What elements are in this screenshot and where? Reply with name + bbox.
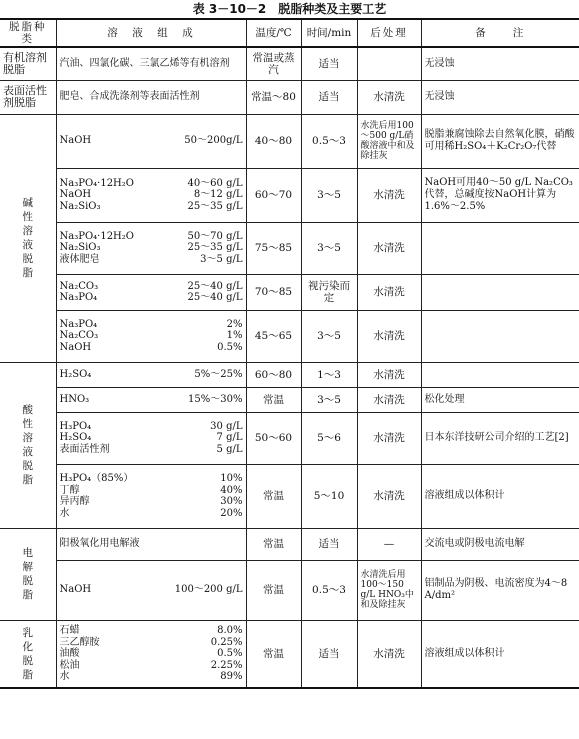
component-name: 阳极氧化用电解液 [59,538,140,550]
component-name: 汽油、四氯化碳、三氯乙烯等有机溶剂 [59,58,230,69]
component-name: Na₃PO₄·12H₂O [59,230,134,242]
component-amount: 25～40 g/L [187,292,243,303]
table-row [0,387,579,412]
component-amount: 2% [226,318,243,330]
post-treatment-cell: 水清洗 [357,310,421,362]
composition-cell [56,362,246,387]
component-name: 油酸 [59,648,80,659]
header-category: 脱脂种类 [0,19,56,47]
remarks-cell: 溶液组成以体积计 [421,464,579,528]
component-amount: 40～60 g/L [187,177,243,189]
component-name: Na₃PO₄·12H₂O [59,177,134,189]
time-cell: 3～5 [301,168,357,222]
time-cell: 适当 [301,47,357,80]
composition-cell [56,80,246,114]
component-amount: 40% [220,484,243,496]
category-char: 脱 [22,654,33,667]
time-cell: 视污染而定 [301,274,357,310]
composition-line [60,394,243,406]
post-treatment-cell: 水洗后用100～500 g/L硝酸溶液中和及除挂灰 [357,114,421,168]
category-char: 电 [22,547,33,559]
category-char: 解 [22,561,33,573]
category-cell: 表面活性剂脱脂 [0,80,56,114]
component-name: NaOH [59,135,92,147]
component-name: NaOH [59,584,92,596]
component-name: 水 [59,671,70,682]
table-row [0,310,579,362]
component-name: 液体肥皂 [59,253,100,265]
component-name: 肥皂、合成洗涤剂等表面活性剂 [59,91,200,103]
temperature-cell: 常温 [246,387,301,412]
temperature-cell: 40～80 [246,114,301,168]
post-treatment-cell: 水清洗后用100～150 g/L HNO₃中和及除挂灰 [357,560,421,620]
temperature-cell: 45～65 [246,310,301,362]
composition-cell [56,464,246,528]
component-name: 松油 [59,659,80,671]
component-amount: 25～35 g/L [187,242,243,254]
table-row [0,464,579,528]
composition-line [60,538,243,550]
composition-line [60,189,243,201]
header-composition: 溶 液 组 成 [56,19,246,47]
component-name: Na₂SiO₃ [59,200,101,212]
table-row [0,274,579,310]
component-amount: 3～5 g/L [200,253,243,265]
category-char: 脂 [22,474,33,486]
temperature-cell: 常温 [246,560,301,620]
composition-line [60,319,243,331]
category-char: 性 [22,418,33,430]
remarks-cell: 日本东洋技研公司介绍的工艺[2] [421,412,579,464]
category-cell: 有机溶剂脱脂 [0,47,56,80]
composition-line [60,496,243,508]
post-treatment-cell: 水清洗 [357,168,421,222]
table-row [0,47,579,80]
post-treatment-cell: 水清洗 [357,620,421,688]
component-name: HNO₃ [59,393,90,405]
header-temperature: 温度/℃ [246,19,301,47]
remarks-cell: 无浸蚀 [421,47,579,80]
time-cell: 5～10 [301,464,357,528]
table-row [0,560,579,620]
table-header-row [0,19,579,47]
composition-cell [56,47,246,80]
component-amount: 0.5% [217,341,243,353]
category-char: 液 [22,446,33,458]
component-amount: 25～40 g/L [187,280,243,292]
composition-line [60,648,243,660]
composition-line [60,58,243,70]
category-char: 脂 [22,589,33,601]
component-name: H₂SO₄ [59,368,92,380]
post-treatment-cell: 水清洗 [357,222,421,274]
category-char: 化 [22,640,33,653]
component-amount: 89% [220,671,243,682]
remarks-cell: 铝制品为阴极、电流密度为4～8 A/dm² [421,560,579,620]
component-amount: 20% [220,507,243,519]
temperature-cell: 常温 [246,528,301,560]
category-cell [0,362,56,528]
component-amount: 2.25% [210,659,243,671]
composition-line [60,432,243,444]
component-name: 三乙醇胺 [59,636,100,648]
remarks-cell: 无浸蚀 [421,80,579,114]
category-char: 脂 [22,668,33,681]
composition-line [60,201,243,213]
component-name: Na₂CO₃ [59,280,99,292]
composition-line [60,231,243,243]
category-char: 溶 [22,225,33,237]
component-amount: 8～12 g/L [193,189,243,201]
component-amount: 10% [220,473,243,484]
table-row [0,80,579,114]
post-treatment-cell: 水清洗 [357,464,421,528]
composition-cell [56,560,246,620]
component-name: 石蜡 [59,625,80,636]
header-remarks: 备 注 [421,19,579,47]
component-name: 水 [59,507,70,519]
table-title: 表 3－10－2 脱脂种类及主要工艺 [192,2,387,16]
composition-cell [56,620,246,688]
post-treatment-cell [357,47,421,80]
time-cell: 0.5～3 [301,114,357,168]
component-name: H₃PO₄ [59,420,92,432]
component-name: NaOH [59,189,92,201]
composition-line [60,508,243,520]
component-name: Na₂SiO₃ [59,242,101,254]
category-cell [0,114,56,362]
component-name: 表面活性剂 [59,443,110,455]
component-name: H₂SO₄ [59,432,92,444]
post-treatment-cell: 水清洗 [357,362,421,387]
remarks-cell: 交流电或阴极电流电解 [421,528,579,560]
component-amount: 0.25% [210,636,243,648]
time-cell: 0.5～3 [301,560,357,620]
time-cell: 适当 [301,528,357,560]
component-amount: 25～35 g/L [187,200,243,212]
component-name: 丁醇 [59,484,80,496]
composition-line [60,660,243,672]
category-char: 脱 [22,253,33,265]
category-char: 乳 [22,626,33,639]
remarks-cell [421,222,579,274]
composition-cell [56,222,246,274]
component-amount: 30% [220,496,243,507]
component-amount: 30 g/L [210,420,243,432]
category-char: 脱 [22,460,33,472]
composition-line [60,421,243,433]
composition-line [60,473,243,485]
category-char: 溶 [22,432,33,444]
table-row [0,222,579,274]
composition-cell [56,168,246,222]
composition-cell [56,412,246,464]
component-amount: 1% [226,330,243,342]
component-amount: 0.5% [217,648,243,659]
remarks-cell: NaOH可用40～50 g/L Na₂CO₃代替，总碱度按NaOH计算为1.6%～2.5% [421,168,579,222]
time-cell: 1～3 [301,362,357,387]
degreasing-table [0,18,579,689]
remarks-cell: 松化处理 [421,387,579,412]
composition-line [60,584,243,596]
component-name: NaOH [59,341,92,353]
composition-line [60,91,243,103]
composition-cell [56,387,246,412]
post-treatment-cell: 水清洗 [357,274,421,310]
component-amount: 7 g/L [216,432,243,444]
component-amount: 15%～30% [188,393,243,405]
component-name: 异丙醇 [59,496,90,507]
post-treatment-cell: 水清洗 [357,387,421,412]
composition-line [60,178,243,190]
composition-line [60,342,243,354]
temperature-cell: 常温 [246,464,301,528]
temperature-cell: 常温或蒸汽 [246,47,301,80]
component-amount: 5%～25% [194,368,243,380]
component-name: Na₂CO₃ [59,330,99,342]
component-name: H₃PO₄（85%） [59,473,134,484]
time-cell: 3～5 [301,310,357,362]
time-cell: 3～5 [301,387,357,412]
category-char: 碱 [22,197,33,209]
table-row [0,620,579,688]
temperature-cell: 常温～80 [246,80,301,114]
category-char: 脂 [22,267,33,279]
time-cell: 适当 [301,620,357,688]
composition-line [60,254,243,266]
table-row [0,168,579,222]
header-time: 时间/min [301,19,357,47]
table-row [0,114,579,168]
time-cell: 适当 [301,80,357,114]
composition-line [60,485,243,497]
category-char: 脱 [22,575,33,587]
composition-line [60,625,243,637]
composition-line [60,671,243,683]
composition-line [60,292,243,304]
post-treatment-cell: 水清洗 [357,80,421,114]
remarks-cell: 脱脂兼腐蚀除去自然氧化膜，硝酸可用稀H₂SO₄＋K₂Cr₂O₇代替 [421,114,579,168]
composition-cell [56,310,246,362]
temperature-cell: 60～70 [246,168,301,222]
composition-line [60,369,243,381]
temperature-cell: 常温 [246,620,301,688]
remarks-cell [421,362,579,387]
component-amount: 5 g/L [216,443,243,455]
composition-line [60,281,243,293]
table-row [0,362,579,387]
time-cell: 3～5 [301,222,357,274]
category-char: 性 [22,211,33,223]
composition-cell [56,274,246,310]
remarks-cell: 溶液组成以体积计 [421,620,579,688]
post-treatment-cell: 水清洗 [357,412,421,464]
remarks-cell [421,274,579,310]
composition-cell [56,114,246,168]
component-amount: 50～200g/L [184,135,243,147]
composition-line [60,637,243,649]
temperature-cell: 70～85 [246,274,301,310]
composition-cell [56,528,246,560]
temperature-cell: 60～80 [246,362,301,387]
category-cell [0,620,56,688]
time-cell: 5～6 [301,412,357,464]
category-char: 酸 [22,404,33,416]
component-amount: 50～70 g/L [187,230,243,242]
category-cell [0,528,56,620]
header-post-treatment: 后处理 [357,19,421,47]
remarks-cell [421,310,579,362]
component-amount: 100～200 g/L [174,584,243,596]
post-treatment-cell: — [357,528,421,560]
temperature-cell: 75～85 [246,222,301,274]
category-char: 液 [22,239,33,251]
component-name: Na₃PO₄ [59,318,98,330]
table-row [0,528,579,560]
composition-line [60,330,243,342]
composition-line [60,135,243,147]
temperature-cell: 50～60 [246,412,301,464]
table-row [0,412,579,464]
composition-line [60,242,243,254]
component-name: Na₃PO₄ [59,292,98,303]
component-amount: 8.0% [217,625,243,636]
composition-line [60,444,243,456]
